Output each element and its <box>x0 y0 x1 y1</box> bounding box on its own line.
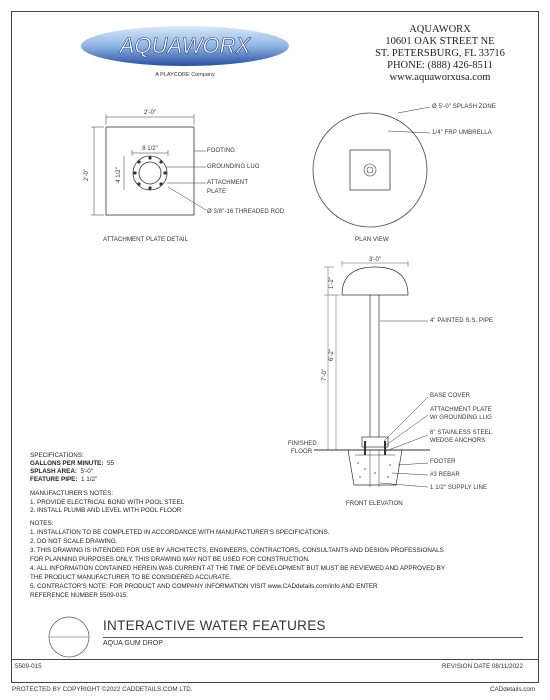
label-rebar: #3 REBAR <box>430 472 460 478</box>
spec-gpm-value: 55 <box>106 460 114 467</box>
label-wedge-anchors-2: WEDGE ANCHORS <box>430 438 486 444</box>
plate-inner-width-dim: 8 1/2" <box>142 146 158 152</box>
dim-pipe-height: 6'-2" <box>329 349 335 361</box>
dim-umbrella-width: 3'-0" <box>369 257 381 263</box>
plate-width-dim: 2'-0" <box>144 110 156 116</box>
dim-overall-height: 7'-0" <box>322 369 328 381</box>
label-frp-umbrella: 1/4" FRP UMBRELLA <box>432 130 492 136</box>
spec-gpm <box>30 460 114 468</box>
manufacturer-notes-title: MANUFACTURER'S NOTES: <box>30 490 114 497</box>
title-block-circle <box>24 615 114 659</box>
label-attachment-plate: ATTACHMENT PLATE <box>430 407 492 413</box>
company-phone: PHONE: (888) 426-8511 <box>387 60 493 71</box>
label-attachment: ATTACHMENT <box>207 180 249 186</box>
caption-attachment-plate-detail: ATTACHMENT PLATE DETAIL <box>103 236 189 243</box>
label-painted-pipe: 4" PAINTED S.S. PIPE <box>430 318 494 324</box>
label-threaded-rod: Ø 3/8"-16 THREADED ROD <box>207 209 285 215</box>
note-line-3: 3. THIS DRAWING IS INTENDED FOR USE BY ARCHITECTS, ENGINEERS, CONTRACTORS, CONSULTANTS AND DESIGN PROFESSIONALS <box>30 547 444 554</box>
label-finished: FINISHED <box>288 441 317 447</box>
front-elevation-drawing <box>300 255 440 495</box>
spec-splash-label: SPLASH AREA: <box>30 468 77 475</box>
company-address-1: 10601 OAK STREET NE <box>385 36 495 47</box>
note-line-7: 5. CONTRACTOR'S NOTE: FOR PRODUCT AND COMPANY INFORMATION VISIT www.CADdetails.com/info AND ENTER <box>30 583 378 590</box>
spec-splash <box>30 468 93 476</box>
footer-site: CADdetails.com <box>490 686 536 693</box>
label-grounding-lug-elev: W/ GROUNDING LUG <box>430 415 492 421</box>
plate-inner-height-dim: 4 1/2" <box>116 167 122 183</box>
title-block-subtitle: AQUA GUM DROP <box>103 640 163 647</box>
plate-height-dim: 2'-0" <box>84 169 90 181</box>
plan-view-drawing <box>310 95 440 235</box>
spec-splash-value: 5'-0" <box>80 468 94 475</box>
manufacturer-note-2: 2. INSTALL PLUMB AND LEVEL WITH POOL FLOOR <box>30 507 182 514</box>
caption-front-elevation: FRONT ELEVATION <box>346 500 403 507</box>
note-line-2: 2. DO NOT SCALE DRAWING. <box>30 538 118 545</box>
title-block-title: INTERACTIVE WATER FEATURES <box>103 618 326 633</box>
splash-zone-circle <box>313 113 427 227</box>
label-base-cover: BASE COVER <box>430 393 471 399</box>
spec-pipe-label: FEATURE PIPE: <box>30 476 78 483</box>
aquaworx-logo <box>75 22 295 84</box>
label-supply-line: 1 1/2" SUPPLY LINE <box>430 485 488 491</box>
specs-title: SPECIFICATIONS: <box>30 452 84 459</box>
dim-umbrella-height: 1'-2" <box>329 277 335 289</box>
logo-text: AQUAWORX <box>119 33 251 58</box>
note-line-8: REFERENCE NUMBER 5509-015. <box>30 592 128 599</box>
note-line-1: 1. INSTALLATION TO BE COMPLETED IN ACCORDANCE WITH MANUFACTURER'S SPECIFICATIONS. <box>30 529 330 536</box>
company-address-2: ST. PETERSBURG, FL 33716 <box>375 48 505 59</box>
note-line-4: FOR PLANNING PURPOSES ONLY. THIS DRAWING MAY NOT BE USED FOR CONSTRUCTION. <box>30 556 310 563</box>
manufacturer-note-1: 1. PROVIDE ELECTRICAL BOND WITH POOL STEEL <box>30 499 185 506</box>
label-plate: PLATE <box>207 189 227 195</box>
notes-title: NOTES: <box>30 520 54 527</box>
company-website: www.aquaworxusa.com <box>389 72 491 83</box>
footer-copyright: PROTECTED BY COPYRIGHT ©2022 CADDETAILS.COM LTD. <box>12 686 193 693</box>
note-line-5: 4. ALL INFORMATION CONTAINED HEREIN WAS CURRENT AT THE TIME OF DEVELOPMENT BUT MUST BE REVIEWED AND APPROVED BY <box>30 565 446 572</box>
spec-gpm-label: GALLONS PER MINUTE: <box>30 460 104 467</box>
footer-divider <box>11 659 539 660</box>
label-grounding-lug: GROUNDING LUG <box>207 164 260 170</box>
label-splash-zone: Ø 5'-0" SPLASH ZONE <box>432 104 496 110</box>
logo-sub: A PLAYCORE Company <box>155 72 215 78</box>
label-footer: FOOTER <box>430 459 456 465</box>
attachment-plate-drawing <box>80 105 220 250</box>
label-footing: FOOTING <box>207 148 236 154</box>
footer-revision: REVISION DATE 08/11/2022 <box>442 663 523 670</box>
note-line-6: THE PRODUCT MANUFACTURER TO BE CONSIDERED ACCURATE. <box>30 574 232 581</box>
spec-pipe <box>30 476 97 484</box>
footer-ref: 5509-015 <box>15 663 42 670</box>
title-divider <box>103 637 523 638</box>
company-name: AQUAWORX <box>409 24 471 35</box>
caption-plan-view: PLAN VIEW <box>355 236 389 243</box>
label-wedge-anchors-1: 6" STAINLESS STEEL <box>430 430 493 436</box>
label-floor: FLOOR <box>291 449 313 455</box>
spec-pipe-value: 1 1/2" <box>80 476 98 483</box>
